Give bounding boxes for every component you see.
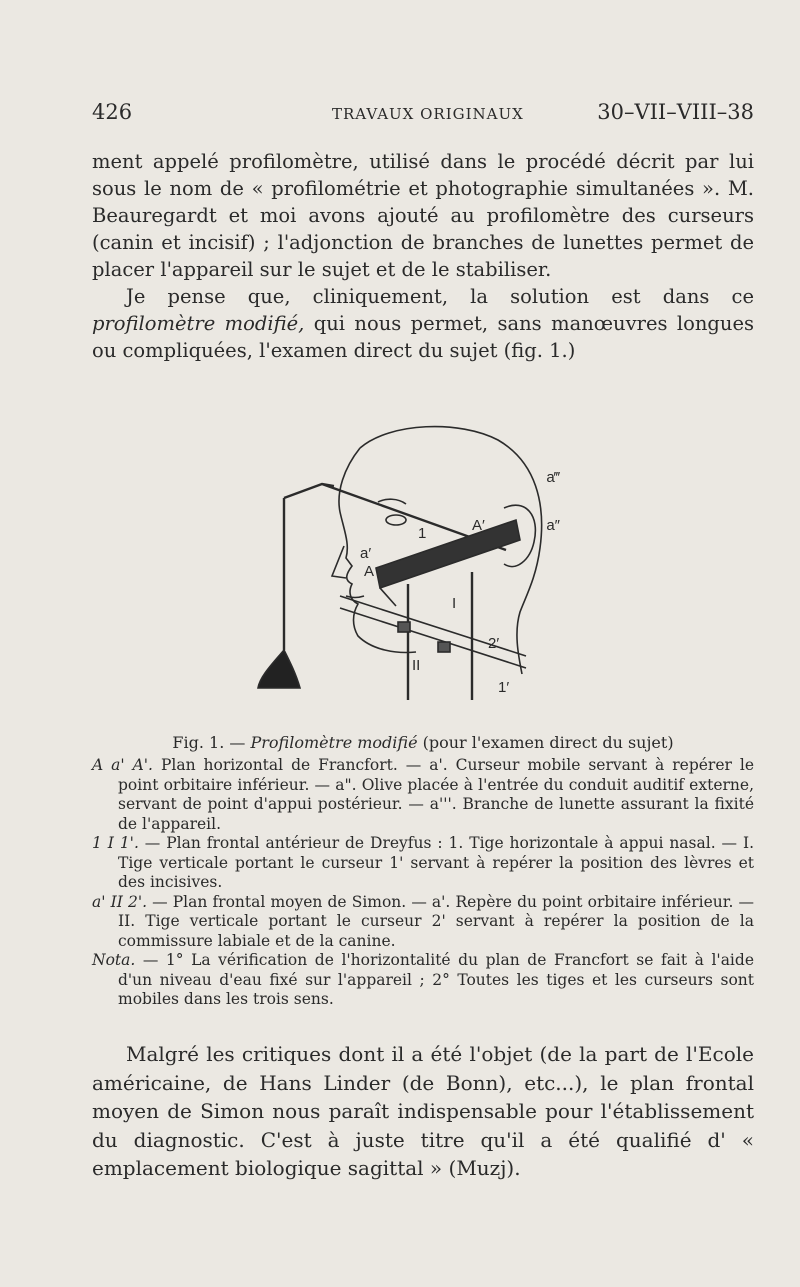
paragraph-2 — [92, 283, 754, 364]
cursor-block-2 — [438, 642, 450, 652]
figure-caption — [92, 733, 754, 752]
legend-item — [92, 951, 754, 1010]
legend-text: — Plan frontal antérieur de Dreyfus : 1. Tige horizontale à appui nasal. — I. Tige verticale portant le curseur 1' servant à repérer la position des lèvres et des incisives. — [118, 834, 755, 891]
label-roman-2: II — [412, 657, 421, 674]
label-a-prime: a′ — [360, 545, 372, 562]
legend-text: — 1° La vérification de l'horizontalité du plan de Francfort se fait à l'aide d'un niveau d'eau fixé sur l'appareil ; 2° Toutes les tiges et les curseurs sont mobiles dans les trois sens. — [118, 951, 754, 1008]
label-1: 1 — [418, 525, 427, 542]
paragraph-2-start: Je pense que, cliniquement, la solution est dans ce — [126, 285, 754, 308]
profilometer-figure — [240, 400, 560, 720]
label-A: A — [364, 563, 375, 580]
paragraph-3: Malgré les critiques dont il a été l'objet (de la part de l'Ecole américaine, de Hans Linder (de Bonn), etc...), le plan frontal moyen de Simon nous paraît indispensable pour l'établissement du diagnostic. C'est à juste titre qu'il a été qualifié d' « emplacement biologique sagittal » (Muzj). — [92, 1042, 754, 1180]
label-roman-1: I — [452, 595, 457, 612]
frontal-planes — [340, 588, 526, 668]
legend-item — [92, 834, 754, 893]
label-2-prime: 2′ — [488, 635, 500, 652]
legend-text: — Plan frontal moyen de Simon. — a'. Repère du point orbitaire inférieur. — II. Tige verticale portant le curseur 2' servant à repérer la position de la commissure labiale et de la canine. — [118, 892, 754, 950]
mouth — [346, 596, 364, 598]
eye — [386, 515, 406, 525]
label-1-prime: 1′ — [498, 679, 510, 696]
paragraph-2-emphasis: profilomètre modifié, — [92, 312, 305, 335]
label-A-prime: A′ — [472, 517, 485, 534]
legend-item — [92, 756, 754, 834]
label-a-third: a‴ — [546, 469, 560, 486]
legend-text: Plan horizontal de Francfort. — a'. Curseur mobile servant à repérer le point orbitaire inférieur. — a". Olive placée à l'entrée du conduit auditif externe, servant de point d'appui postérieur. — a'''. Branche de lunette assurant la fixité de l'appareil. — [118, 756, 754, 833]
page-header — [92, 100, 754, 130]
paragraph-2-end: qui nous permet, sans manœuvres longues ou compliquées, l'examen direct du sujet (fig. 1.) — [92, 312, 755, 362]
page-number: 426 — [92, 100, 133, 124]
running-title: TRAVAUX ORIGINAUX — [332, 105, 524, 123]
paragraph-1: ment appelé profilomètre, utilisé dans le procédé décrit par lui sous le nom de « profilométrie et photographie simultanées ». M. Beauregardt et moi avons ajouté au profilomètre des curseurs (canin et incisif) ; l'adjonction de branches de lunettes permet de placer l'appareil sur le sujet et de le stabiliser. — [92, 150, 754, 281]
issue-date: 30–VII–VIII–38 — [597, 100, 754, 124]
caption-title: Profilomètre modifié — [250, 733, 418, 752]
legend-key: A a' A'. — [92, 756, 153, 774]
legend-key: a' II 2'. — [92, 892, 148, 911]
legend-key: Nota. — [92, 951, 136, 969]
caption-prefix: Fig. 1. — — [172, 733, 251, 752]
figure-legend — [92, 756, 754, 1010]
label-a-second: a″ — [546, 517, 560, 534]
plumb-weight — [258, 650, 300, 688]
cursor-block-1 — [398, 622, 410, 632]
legend-item — [92, 893, 754, 952]
legend-key: 1 I 1'. — [92, 834, 139, 852]
eyebrow — [378, 499, 406, 504]
nose — [332, 546, 346, 578]
caption-suffix: (pour l'examen direct du sujet) — [417, 733, 674, 752]
